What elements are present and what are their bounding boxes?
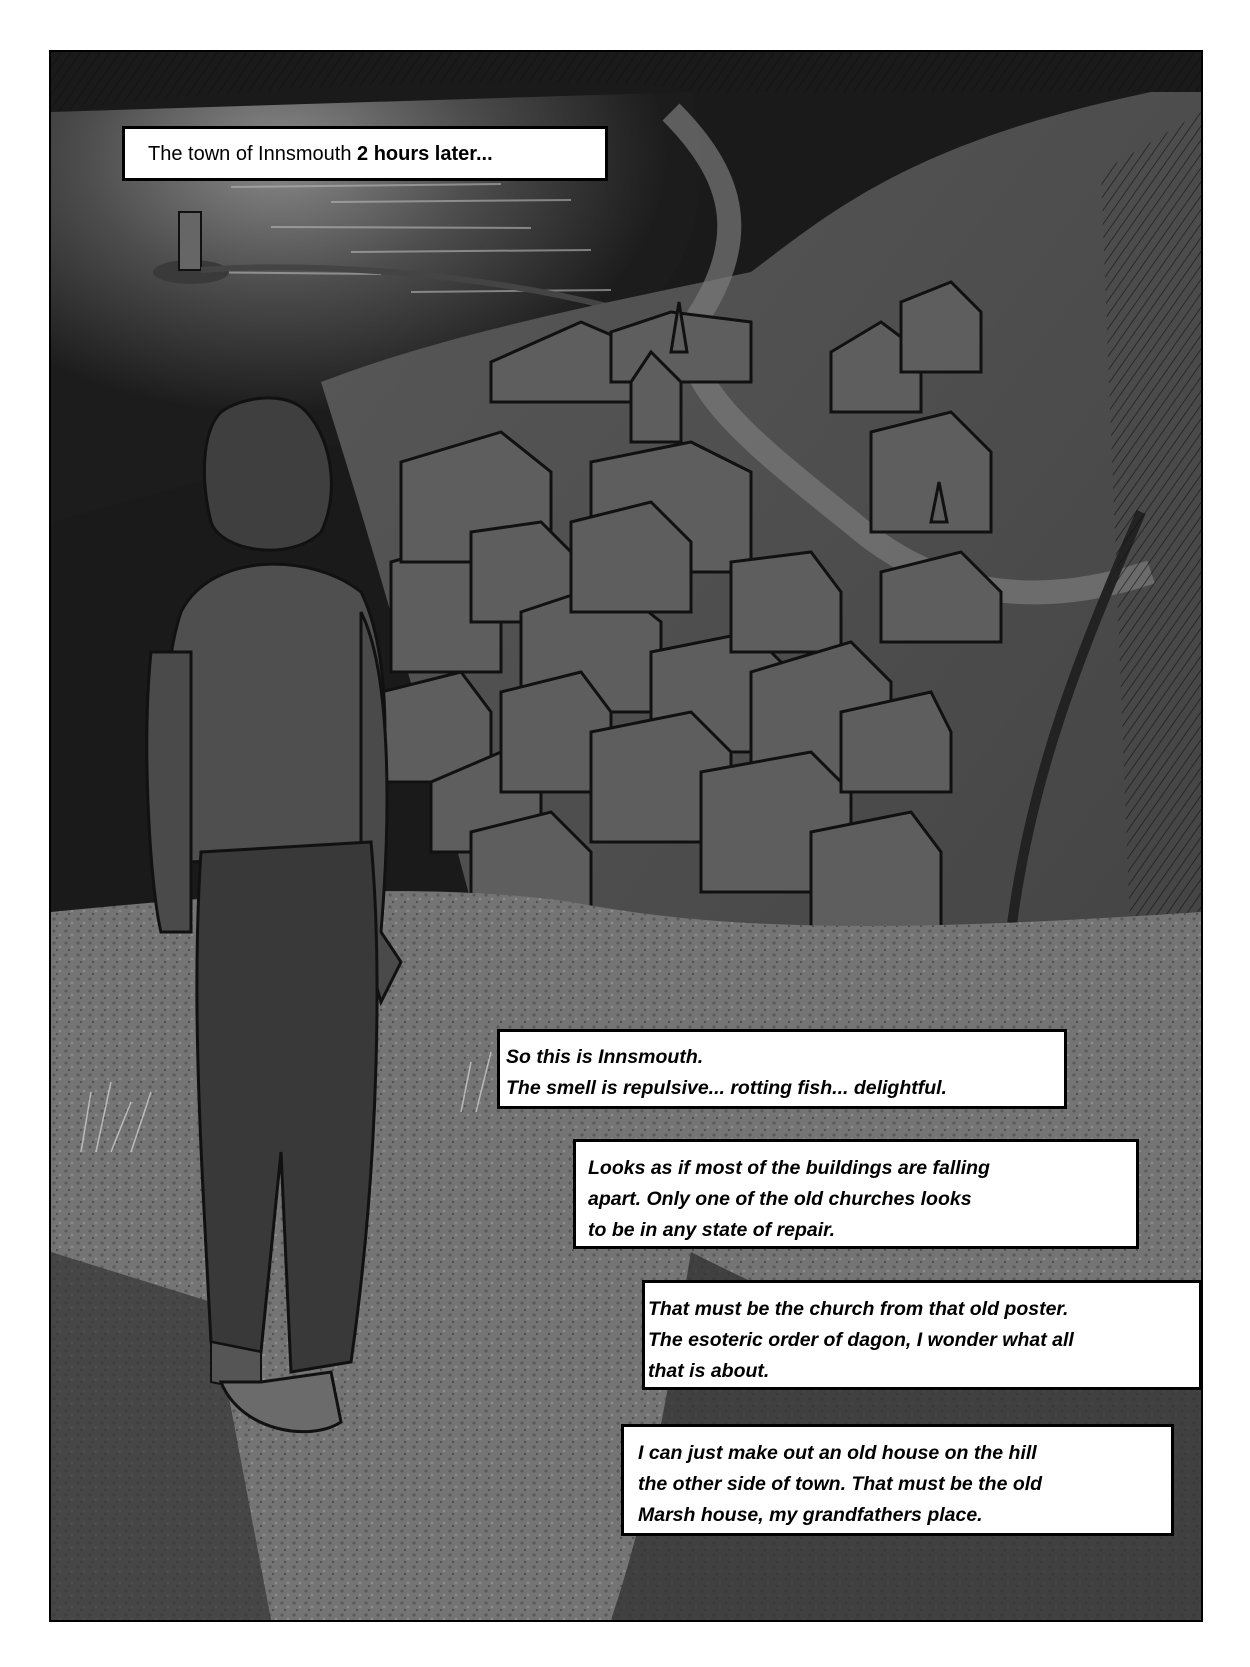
title-caption-regular: The town of Innsmouth: [148, 143, 358, 165]
title-caption-bold: 2 hours later...: [357, 143, 493, 165]
comic-panel: [49, 50, 1203, 1622]
narration-line: So this is Innsmouth.: [506, 1046, 704, 1068]
narration-line: Looks as if most of the buildings are falling: [588, 1157, 990, 1179]
narration-line: to be in any state of repair.: [588, 1219, 836, 1241]
title-caption: [122, 126, 608, 181]
narration-line: That must be the church from that old poster.: [648, 1298, 1069, 1320]
narration-box-4: [621, 1424, 1174, 1536]
narration-box-1: [497, 1029, 1067, 1109]
narration-line: that is about.: [648, 1360, 770, 1382]
narration-line: the other side of town. That must be the old: [638, 1473, 1043, 1495]
narration-line: apart. Only one of the old churches looks: [588, 1188, 972, 1210]
narration-line: The smell is repulsive... rotting fish... delightful.: [506, 1077, 947, 1099]
narration-line: The esoteric order of dagon, I wonder what all: [648, 1329, 1074, 1351]
narration-box-2: [573, 1139, 1139, 1249]
narration-line: I can just make out an old house on the hill: [638, 1442, 1037, 1464]
narration-line: Marsh house, my grandfathers place.: [638, 1504, 983, 1526]
narration-box-3: [642, 1280, 1202, 1390]
